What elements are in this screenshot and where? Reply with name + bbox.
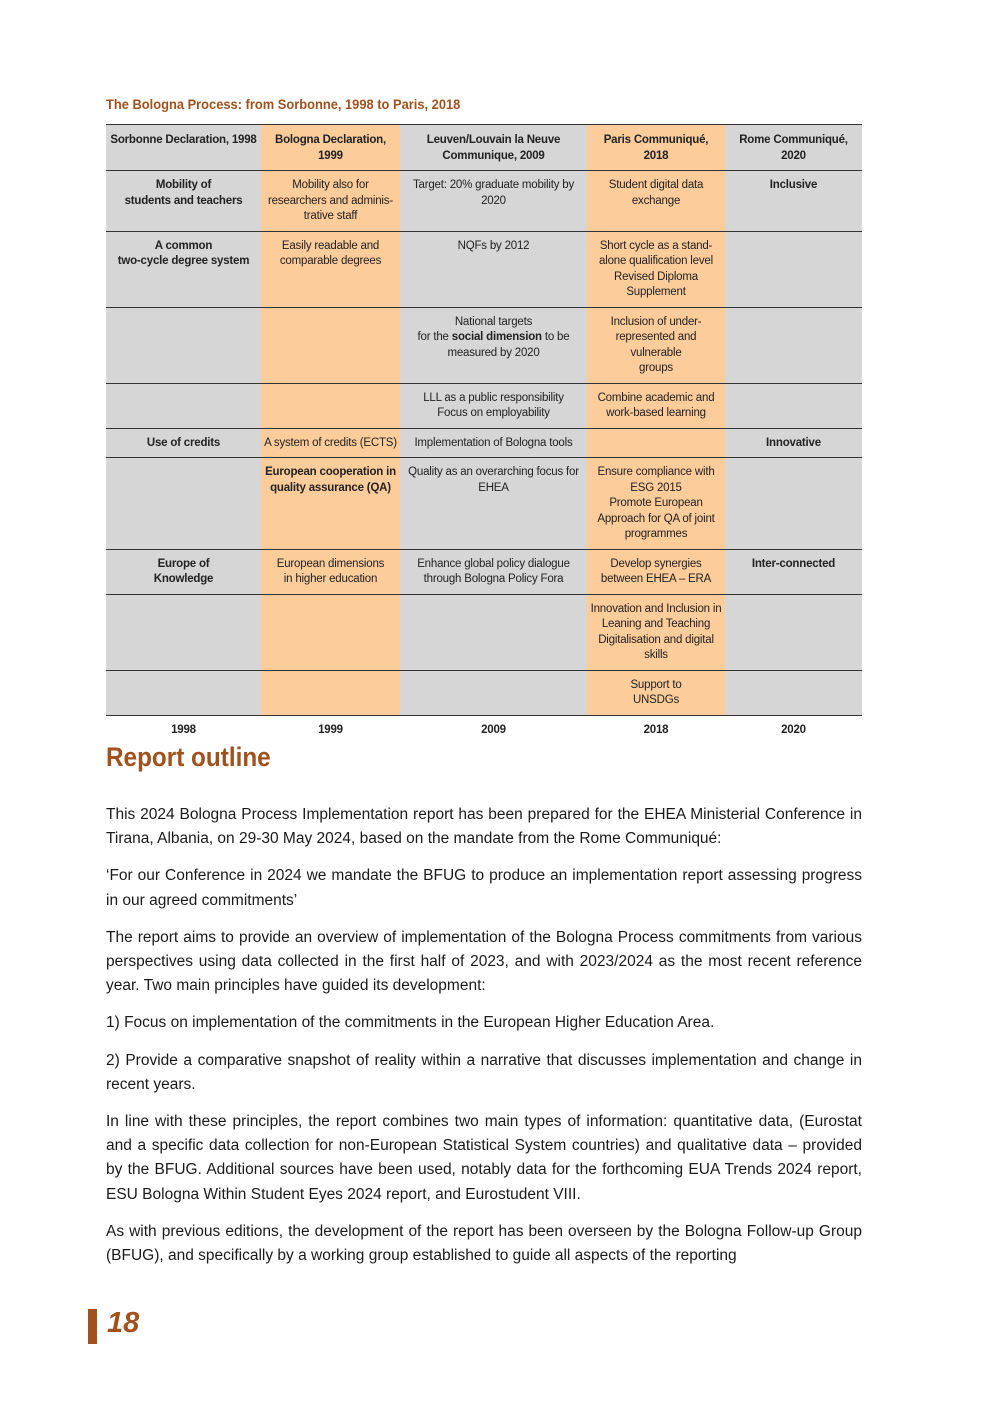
table-cell <box>261 594 400 670</box>
table-cell: European cooperation in quality assurance (QA) <box>261 458 400 550</box>
table-cell <box>587 428 725 458</box>
paragraph: The report aims to provide an overview of implementation of the Bologna Process commitments from various perspectives using data collected in the first half of 2023, and with 2023/2024 as the most recent reference year. Two main principles have guided its development: <box>106 928 862 995</box>
table-cell <box>725 594 862 670</box>
page-number: 18 <box>107 1307 140 1339</box>
table-cell <box>725 307 862 383</box>
table-row <box>106 549 862 594</box>
paragraph: 1) Focus on implementation of the commitments in the European Higher Education Area. <box>106 1014 715 1032</box>
table-cell-social-dimension <box>400 307 587 383</box>
year-label: 2018 <box>587 715 725 744</box>
table-cell <box>725 670 862 715</box>
paragraph: This 2024 Bologna Process Implementation report has been prepared for the EHEA Ministerial Conference in Tirana, Albania, on 29-30 May 2024, based on the mandate from the Rome Communiqué: <box>106 806 862 848</box>
table-cell: Support to UNSDGs <box>587 670 725 715</box>
table-cell: Innovation and Inclusion in Leaning and Teaching Digitalisation and digital skills <box>587 594 725 670</box>
figure-title: The Bologna Process: from Sorbonne, 1998 to Paris, 2018 <box>106 96 461 112</box>
table-cell: Ensure compliance with ESG 2015 Promote European Approach for QA of joint programmes <box>587 458 725 550</box>
table-cell: Implementation of Bologna tools <box>400 428 587 458</box>
table-row <box>106 171 862 232</box>
table-header-row <box>106 125 862 171</box>
table-cell <box>106 383 261 428</box>
year-label: 2020 <box>725 715 862 744</box>
table-cell <box>106 307 261 383</box>
table-row <box>106 594 862 670</box>
year-label: 1999 <box>261 715 400 744</box>
table-cell: Inclusive <box>725 171 862 232</box>
table-cell: Combine academic and work-based learning <box>587 383 725 428</box>
section-heading: Report outline <box>106 742 271 772</box>
page-number-bar <box>88 1309 97 1344</box>
paragraph: 2) Provide a comparative snapshot of reality within a narrative that discusses implementation and change in recent years. <box>106 1051 862 1093</box>
table-cell: NQFs by 2012 <box>400 231 587 307</box>
table-row <box>106 307 862 383</box>
table-row <box>106 231 862 307</box>
social-dimension-line3: measured by 2020 <box>447 346 540 359</box>
table-cell: Enhance global policy dialogue through Bologna Policy Fora <box>400 549 587 594</box>
table-cell <box>725 231 862 307</box>
table-cell: Europe of Knowledge <box>106 549 261 594</box>
table-cell: Student digital data exchange <box>587 171 725 232</box>
table-cell: Develop synergies between EHEA – ERA <box>587 549 725 594</box>
table-cell: Short cycle as a stand- alone qualification level Revised Diploma Supplement <box>587 231 725 307</box>
table-cell: LLL as a public responsibility Focus on employability <box>400 383 587 428</box>
table-cell <box>725 383 862 428</box>
table-cell <box>400 670 587 715</box>
social-dimension-post: to be <box>541 331 570 343</box>
year-label: 2009 <box>400 715 587 744</box>
social-dimension-pre: for the <box>417 331 452 343</box>
table-cell: Mobility of students and teachers <box>106 171 261 232</box>
table-cell: Inclusion of under- represented and vulnerable groups <box>587 307 725 383</box>
table-cell <box>106 594 261 670</box>
table-cell: A common two-cycle degree system <box>106 231 261 307</box>
years-row <box>106 715 862 744</box>
body-text <box>106 803 862 1281</box>
paragraph: As with previous editions, the development of the report has been overseen by the Bologna Follow-up Group (BFUG), and specifically by a working group established to guide all aspects of the reporting <box>106 1222 862 1265</box>
table-cell <box>106 670 261 715</box>
bologna-process-table <box>106 124 862 744</box>
paragraph: ‘For our Conference in 2024 we mandate the BFUG to produce an implementation report assessing progress in our agreed commitments’ <box>106 867 862 909</box>
table-cell <box>261 383 400 428</box>
table-cell: Easily readable and comparable degrees <box>261 231 400 307</box>
table-cell: Use of credits <box>106 428 261 458</box>
social-dimension-bold: social dimension <box>451 331 542 343</box>
header-cell-leuven: Leuven/Louvain la Neuve Communique, 2009 <box>400 125 587 171</box>
header-cell-sorbonne: Sorbonne Declaration, 1998 <box>106 125 261 171</box>
table-cell: European dimensions in higher education <box>261 549 400 594</box>
table-cell: Mobility also for researchers and adminis- trative staff <box>261 171 400 232</box>
table-cell <box>261 307 400 383</box>
table-cell <box>106 458 261 550</box>
table-cell: A system of credits (ECTS) <box>261 428 400 458</box>
header-cell-rome: Rome Communiqué, 2020 <box>725 125 862 171</box>
table-row <box>106 670 862 715</box>
table-cell <box>261 670 400 715</box>
social-dimension-line1: National targets <box>454 315 533 328</box>
header-cell-bologna: Bologna Declaration, 1999 <box>261 125 400 171</box>
header-cell-paris: Paris Communiqué, 2018 <box>587 125 725 171</box>
table-cell <box>400 594 587 670</box>
year-label: 1998 <box>106 715 261 744</box>
paragraph: In line with these principles, the report combines two main types of information: quantitative data, (Eurostat and a specific data collection for non-European Statistical System countries) and qualitative data – provided by the BFUG. Additional sources have been used, notably data for the forthcoming EUA Trends 2024 report, ESU Bologna Within Student Eyes 2024 report, and Eurostudent VIII. <box>106 1113 862 1203</box>
table-row <box>106 458 862 550</box>
table-cell: Innovative <box>725 428 862 458</box>
table-cell: Target: 20% graduate mobility by 2020 <box>400 171 587 232</box>
table-row <box>106 383 862 428</box>
table-cell: Quality as an overarching focus for EHEA <box>400 458 587 550</box>
table-row <box>106 428 862 458</box>
table-cell <box>725 458 862 550</box>
table-cell: Inter-connected <box>725 549 862 594</box>
